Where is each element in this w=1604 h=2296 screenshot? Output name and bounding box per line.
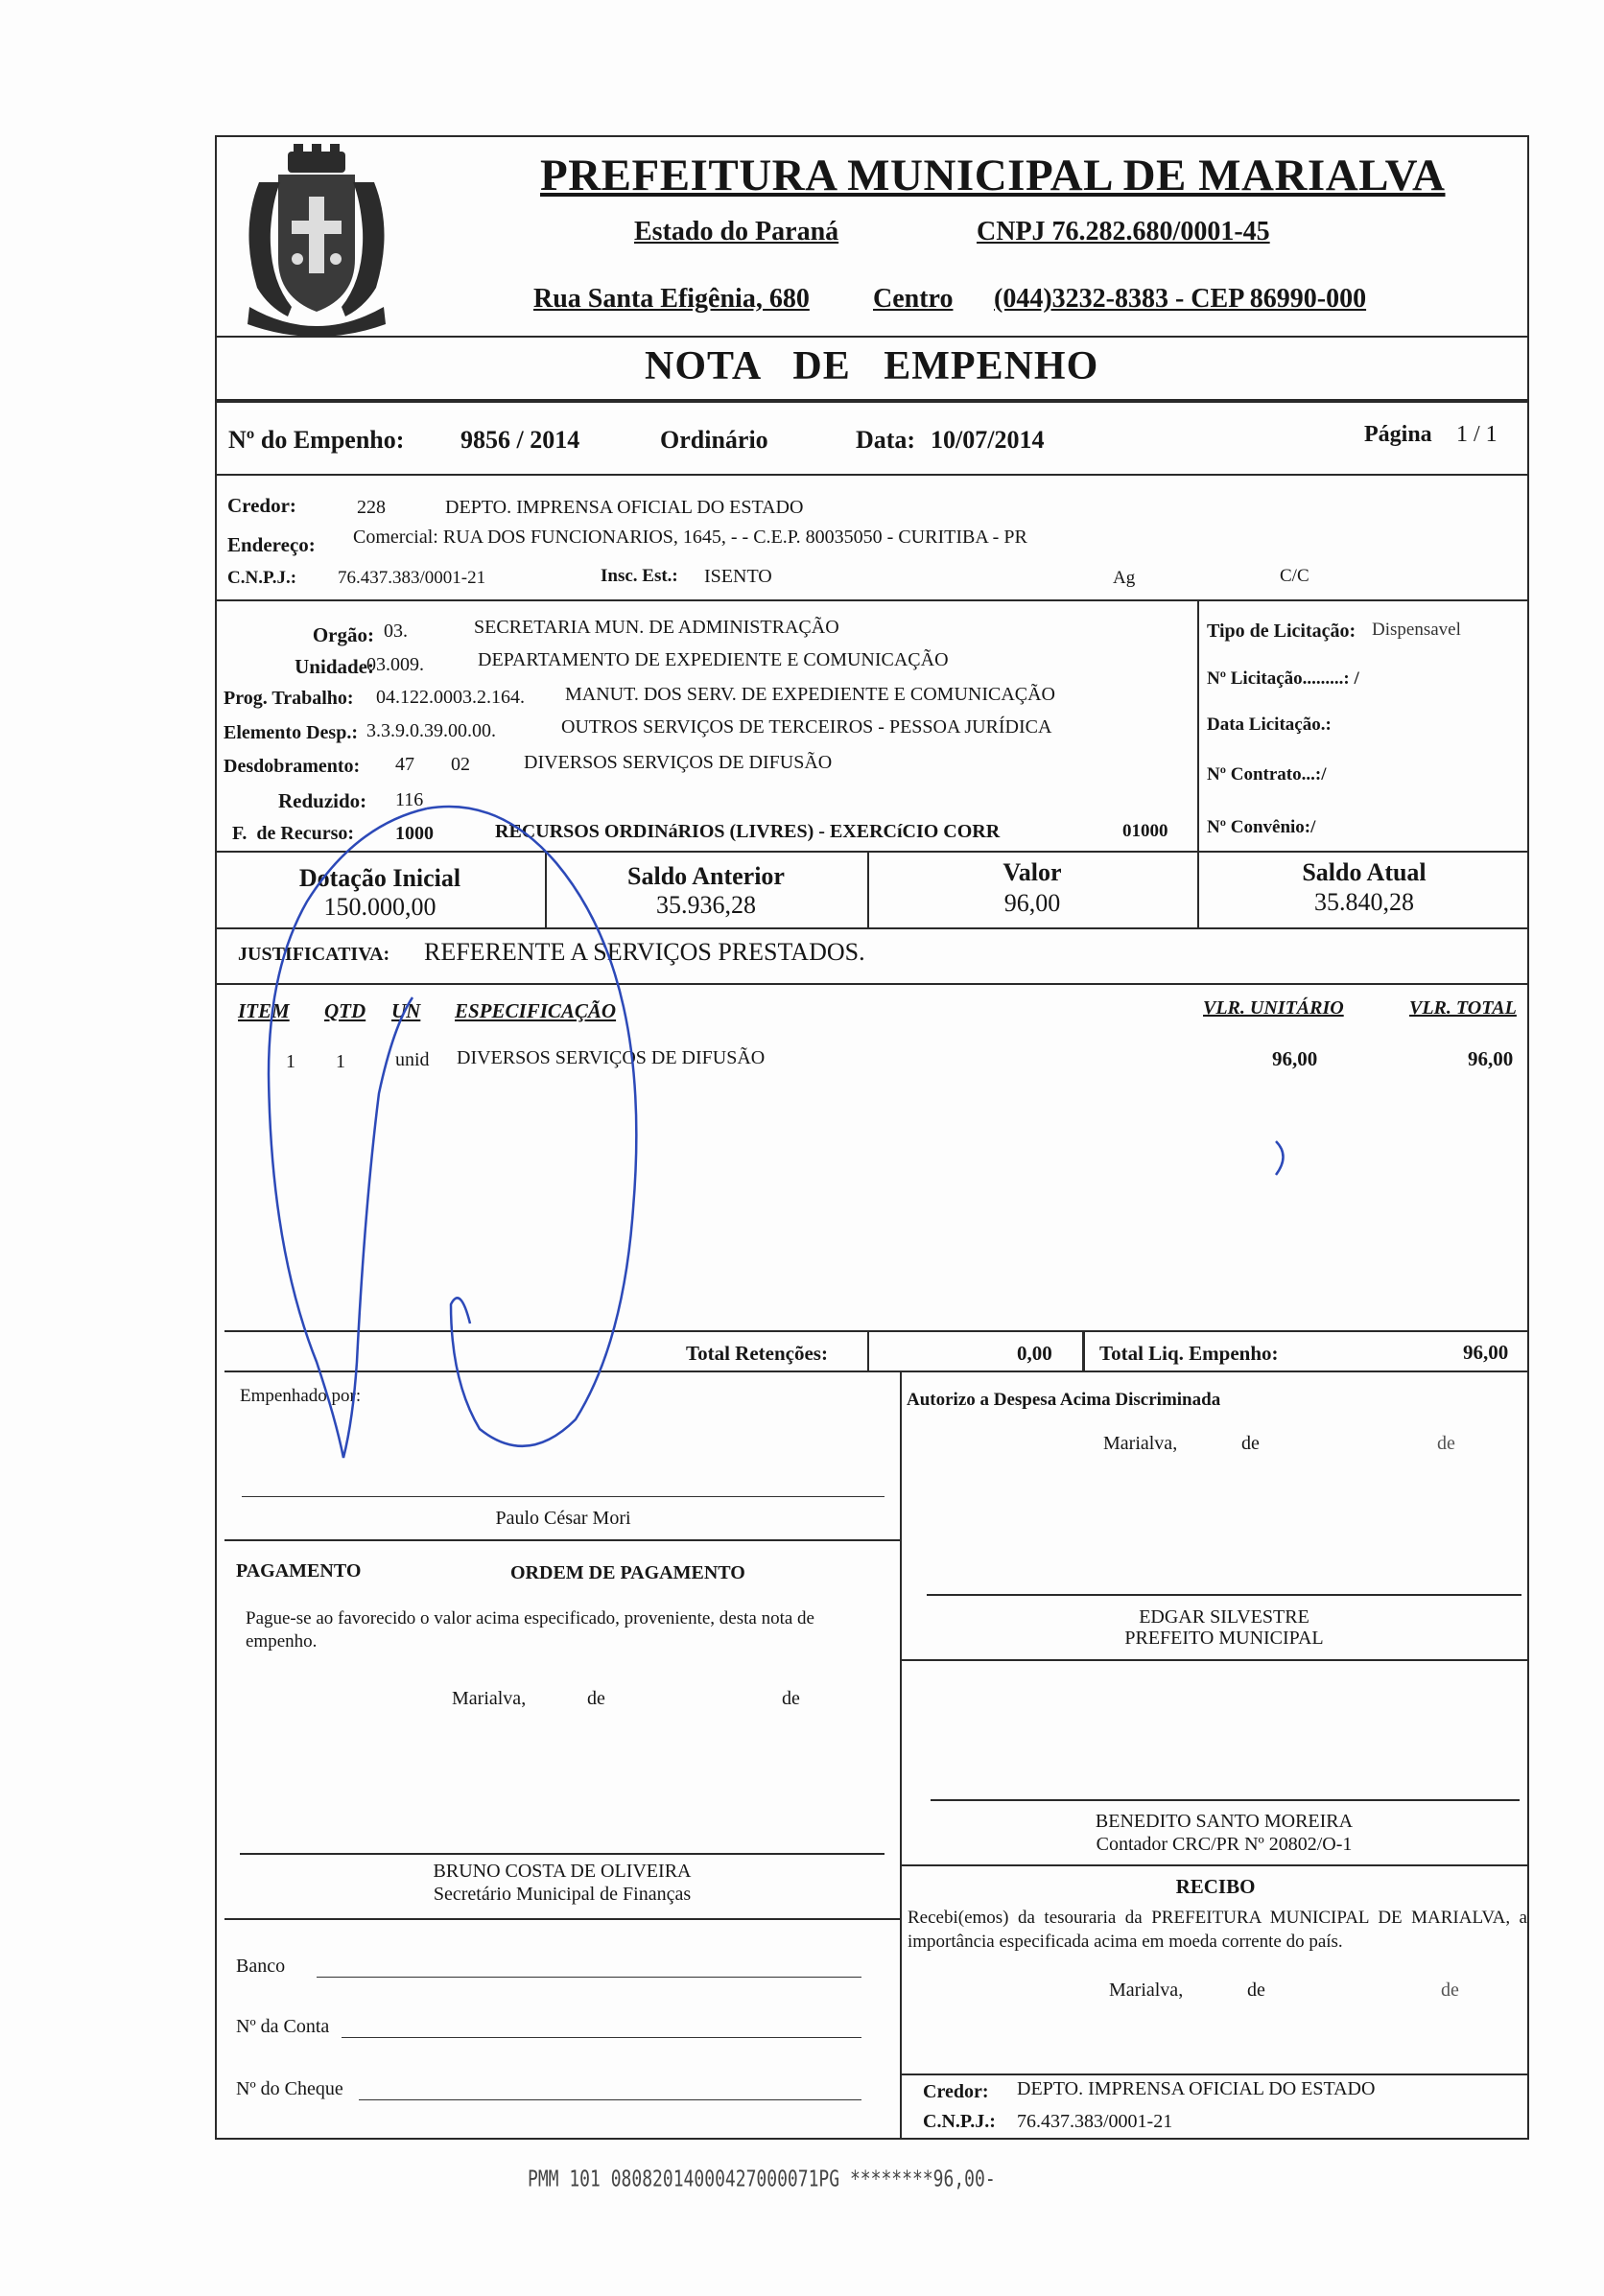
divider [215,474,1529,476]
credor-cnpj: 76.437.383/0001-21 [338,568,486,588]
data-licitacao: Data Licitação.: [1207,715,1332,735]
saldo-anterior-value: 35.936,28 [656,891,756,919]
pagamento-de-1: de [587,1688,605,1709]
recibo-label: RECIBO [1175,1875,1256,1898]
fonte-recurso-code: 1000 [395,823,434,844]
state-label: Estado do Paraná [634,217,839,246]
col-qtd: QTD [324,999,366,1022]
unidade-code: 03.009. [366,654,424,675]
autorizo-place: Marialva, [1103,1433,1178,1454]
insc-est: ISENTO [704,566,772,587]
signature-line [242,1496,885,1497]
prog-trabalho-label: Prog. Trabalho: [224,688,354,709]
empenho-number: 9856 / 2014 [460,426,580,454]
numero-licitacao: Nº Licitação.........: / [1207,668,1359,689]
elemento-code: 3.3.9.0.39.00.00. [366,720,496,741]
orgao-label: Orgão: [312,623,374,646]
authentication-stamp: PMM 101 08082014000427000071PG ********96,00- [528,2166,996,2193]
divider [215,336,1529,338]
prefeito-name: EDGAR SILVESTRE [1139,1606,1309,1628]
divider [900,1659,1529,1661]
autorizo-label: Autorizo a Despesa Acima Discriminada [907,1390,1221,1410]
justificativa-text: REFERENTE A SERVIÇOS PRESTADOS. [424,938,865,966]
fonte-recurso-label: F. de Recurso: [232,823,355,844]
saldo-atual-value: 35.840,28 [1314,888,1414,916]
divider [900,1864,1529,1866]
divider [867,1330,869,1371]
prefeitura-title: PREFEITURA MUNICIPAL DE MARIALVA [540,151,1446,200]
item-spec: DIVERSOS SERVIÇOS DE DIFUSÃO [457,1047,766,1068]
divider [1197,599,1199,851]
divider [224,1918,900,1920]
fonte-recurso-name: RECURSOS ORDINáRIOS (LIVRES) - EXERCíCIO CORR [495,821,1001,842]
credor-label: Credor: [227,494,296,517]
pagamento-place: Marialva, [452,1688,527,1709]
orgao-name: SECRETARIA MUN. DE ADMINISTRAÇÃO [474,617,839,638]
desdobramento-name: DIVERSOS SERVIÇOS DE DIFUSÃO [524,752,833,773]
total-liquido-label: Total Liq. Empenho: [1099,1342,1279,1365]
cheque-line[interactable] [359,2099,861,2100]
contador-name: BENEDITO SANTO MOREIRA [1095,1811,1354,1832]
insc-est-label: Insc. Est.: [601,566,678,586]
credor-name: DEPTO. IMPRENSA OFICIAL DO ESTADO [445,497,804,518]
ordem-pagamento-label: ORDEM DE PAGAMENTO [510,1562,745,1583]
pagamento-label: PAGAMENTO [236,1560,362,1581]
account-label: C/C [1280,566,1309,586]
autorizo-de-1: de [1241,1433,1260,1454]
banco-line[interactable] [317,1977,861,1978]
divider [215,599,1529,601]
saldo-anterior-label: Saldo Anterior [627,862,785,890]
secretario-name: BRUNO COSTA DE OLIVEIRA [433,1861,692,1882]
signature-line [931,1799,1520,1801]
empenho-date: 10/07/2014 [931,426,1045,454]
item-number: 1 [286,1051,295,1072]
signature-line [240,1853,885,1855]
footer-credor-label: Credor: [923,2081,989,2102]
unidade-name: DEPARTAMENTO DE EXPEDIENTE E COMUNICAÇÃO [478,649,949,670]
numero-contrato: Nº Contrato...:/ [1207,764,1327,785]
reduzido-value: 116 [395,789,424,810]
divider [900,2073,1529,2075]
valor-label: Valor [1002,858,1062,886]
page-label: Página [1364,422,1432,447]
saldo-atual-label: Saldo Atual [1302,858,1427,886]
autorizo-de-2: de [1437,1433,1455,1454]
tipo-licitacao: Dispensavel [1372,620,1461,640]
phone-cep: (044)3232-8383 - CEP 86990-000 [994,284,1367,314]
divider [215,927,1529,929]
conta-line[interactable] [342,2037,861,2038]
desdobramento-code-1: 47 [395,754,414,775]
prog-trabalho-code: 04.122.0003.2.164. [376,687,525,708]
prefeito-role: PREFEITO MUNICIPAL [1124,1628,1324,1649]
empenhado-signer: Paulo César Mori [495,1508,631,1529]
desdobramento-label: Desdobramento: [224,756,361,777]
street-address: Rua Santa Efigênia, 680 [533,284,810,314]
municipal-coat-of-arms [230,144,403,345]
divider [1082,1330,1085,1371]
elemento-label: Elemento Desp.: [224,722,358,743]
item-vlr-total: 96,00 [1468,1047,1514,1070]
agency-label: Ag [1113,568,1136,588]
divider [224,1330,1529,1332]
tipo-licitacao-label: Tipo de Licitação: [1207,621,1356,642]
cheque-label: Nº do Cheque [236,2078,343,2099]
pagamento-text: Pague-se ao favorecido o valor acima especificado, proveniente, desta nota de empenho. [246,1608,814,1652]
credor-cnpj-label: C.N.P.J.: [227,568,297,588]
footer-cnpj-label: C.N.P.J.: [923,2111,996,2132]
banco-label: Banco [236,1956,286,1977]
divider [224,1371,1529,1372]
pagamento-de-2: de [782,1688,800,1709]
elemento-name: OUTROS SERVIÇOS DE TERCEIROS - PESSOA JURÍDICA [561,716,1052,738]
footer-cnpj: 76.437.383/0001-21 [1017,2111,1173,2132]
col-item: ITEM [238,999,290,1022]
numero-convenio: Nº Convênio:/ [1207,817,1316,837]
dotacao-inicial-label: Dotação Inicial [298,864,461,892]
divider [215,983,1529,985]
empenho-type: Ordinário [660,426,768,454]
item-un: unid [395,1049,430,1070]
prefeitura-cnpj: CNPJ 76.282.680/0001-45 [977,217,1270,246]
signature-line [927,1594,1521,1596]
address-label: Endereço: [227,533,316,556]
col-vlr-total: VLR. TOTAL [1409,997,1517,1019]
empenhado-por-label: Empenhado por: [240,1386,362,1406]
recibo-de-2: de [1441,1980,1459,2001]
divider [215,851,1529,853]
reduzido-label: Reduzido: [278,789,367,812]
recibo-place: Marialva, [1109,1980,1184,2001]
page-number: 1 / 1 [1456,422,1498,447]
fonte-recurso-code-2: 01000 [1122,821,1168,841]
col-especificacao: ESPECIFICAÇÃO [455,999,617,1022]
item-vlr-unitario: 96,00 [1272,1047,1318,1070]
contador-role: Contador CRC/PR Nº 20802/O-1 [1096,1834,1353,1855]
empenho-number-label: Nº do Empenho: [228,426,405,454]
valor-value: 96,00 [1003,889,1061,917]
divider [215,399,1529,403]
district: Centro [873,284,954,314]
dotacao-inicial-value: 150.000,00 [323,893,436,921]
col-vlr-unitario: VLR. UNITÁRIO [1203,997,1344,1019]
footer-credor-name: DEPTO. IMPRENSA OFICIAL DO ESTADO [1017,2078,1376,2099]
conta-label: Nº da Conta [236,2016,330,2037]
credor-code: 228 [357,497,386,518]
divider [224,1539,900,1541]
item-qtd: 1 [336,1051,345,1072]
credor-address: Comercial: RUA DOS FUNCIONARIOS, 1645, - - C.E.P. 80035050 - CURITIBA - PR [353,527,1027,548]
document-title: NOTA DE EMPENHO [645,344,1099,388]
total-retencoes: 0,00 [1017,1342,1052,1365]
prog-trabalho-name: MANUT. DOS SERV. DE EXPEDIENTE E COMUNICAÇÃO [565,684,1055,705]
secretario-role: Secretário Municipal de Finanças [433,1884,692,1905]
total-liquido: 96,00 [1463,1341,1509,1364]
date-label: Data: [856,426,916,454]
justificativa-label: JUSTIFICATIVA: [238,944,390,965]
recibo-de-1: de [1247,1980,1265,2001]
unidade-label: Unidade: [295,655,374,678]
recibo-text: Recebi(emos) da tesouraria da PREFEITURA MUNICIPAL DE MARIALVA, a importância especificada acima em moeda corrente do país. [908,1908,1527,1952]
col-un: UN [391,999,421,1022]
total-retencoes-label: Total Retenções: [686,1342,828,1365]
orgao-code: 03. [384,621,408,642]
desdobramento-code-2: 02 [451,754,470,775]
divider [900,1371,902,2140]
